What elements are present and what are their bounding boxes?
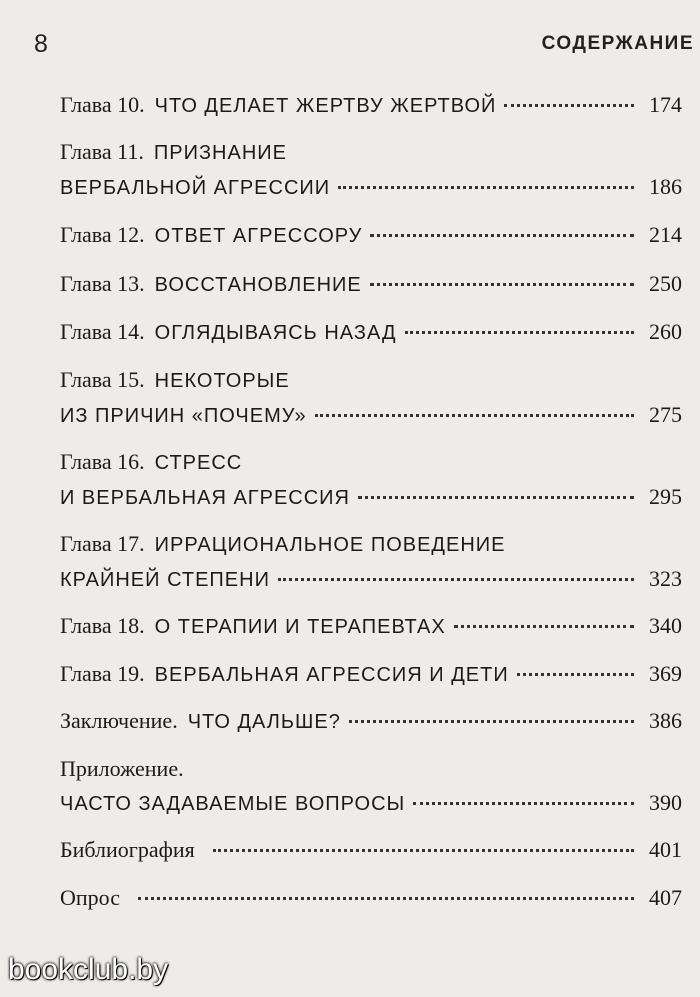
toc-title: ОГЛЯДЫВАЯСЬ НАЗАД bbox=[154, 322, 397, 344]
toc-title: ВЕРБАЛЬНАЯ АГРЕССИЯ И ДЕТИ bbox=[154, 664, 509, 686]
toc-title: ИЗ ПРИЧИН «ПОЧЕМУ» bbox=[60, 405, 307, 427]
toc-page-number: 250 bbox=[649, 271, 682, 296]
dot-leader bbox=[349, 720, 634, 723]
dot-leader bbox=[213, 849, 634, 852]
toc-entry bbox=[60, 135, 682, 205]
toc-page-number: 386 bbox=[649, 708, 682, 733]
toc-prefix: Глава 13. bbox=[60, 271, 145, 296]
dot-leader bbox=[278, 578, 634, 581]
toc-line bbox=[60, 657, 682, 692]
dot-leader bbox=[358, 496, 634, 499]
toc-title: ЧТО ДЕЛАЕТ ЖЕРТВУ ЖЕРТВОЙ bbox=[154, 95, 497, 117]
toc-line bbox=[60, 562, 682, 597]
dot-leader bbox=[370, 234, 634, 237]
toc-page-number: 407 bbox=[649, 885, 682, 910]
toc-entry bbox=[60, 88, 682, 123]
toc-title: НЕКОТОРЫЕ bbox=[154, 370, 290, 392]
toc-page-number: 275 bbox=[649, 402, 682, 427]
toc-line bbox=[60, 786, 682, 821]
toc-line bbox=[60, 752, 682, 786]
watermark: bookclub.by bbox=[8, 953, 169, 986]
toc-title: ЧТО ДАЛЬШЕ? bbox=[187, 711, 341, 733]
toc-line bbox=[60, 833, 682, 867]
toc-title: ОТВЕТ АГРЕССОРУ bbox=[154, 225, 363, 247]
toc-page-number: 323 bbox=[649, 566, 682, 591]
toc-entry bbox=[60, 881, 682, 915]
toc-title: ВОССТАНОВЛЕНИЕ bbox=[154, 274, 362, 296]
toc-prefix: Приложение. bbox=[60, 756, 184, 781]
dot-leader bbox=[405, 331, 634, 334]
toc-title: СТРЕСС bbox=[154, 452, 243, 474]
dot-leader bbox=[454, 625, 634, 628]
toc-page-number: 295 bbox=[649, 484, 682, 509]
toc-line bbox=[60, 135, 682, 170]
toc-line bbox=[60, 363, 682, 398]
dot-leader bbox=[315, 414, 634, 417]
page-number: 8 bbox=[34, 30, 48, 58]
toc-page-number: 186 bbox=[649, 174, 682, 199]
toc-line bbox=[60, 445, 682, 480]
toc-title: ЧАСТО ЗАДАВАЕМЫЕ ВОПРОСЫ bbox=[60, 793, 406, 815]
toc-line bbox=[60, 398, 682, 433]
toc-line bbox=[60, 527, 682, 562]
toc-page-number: 390 bbox=[649, 790, 682, 815]
dot-leader bbox=[138, 897, 634, 900]
toc-page-number: 260 bbox=[649, 319, 682, 344]
toc-prefix: Глава 18. bbox=[60, 613, 145, 638]
toc-title: О ТЕРАПИИ И ТЕРАПЕВТАХ bbox=[154, 616, 446, 638]
toc-line bbox=[60, 480, 682, 515]
toc-entry bbox=[60, 315, 682, 350]
toc-page-number: 340 bbox=[649, 613, 682, 638]
toc-prefix: Глава 19. bbox=[60, 661, 145, 686]
toc-page-number: 174 bbox=[649, 92, 682, 117]
toc-entry bbox=[60, 445, 682, 515]
dot-leader bbox=[338, 186, 634, 189]
toc-prefix: Глава 16. bbox=[60, 449, 145, 474]
toc-entry bbox=[60, 752, 682, 821]
toc-line bbox=[60, 88, 682, 123]
toc-prefix: Глава 17. bbox=[60, 531, 145, 556]
dot-leader bbox=[413, 802, 634, 805]
toc-entry bbox=[60, 218, 682, 253]
toc-entry bbox=[60, 833, 682, 867]
dot-leader bbox=[504, 104, 634, 107]
toc-entry bbox=[60, 527, 682, 597]
toc-page-number: 214 bbox=[649, 222, 682, 247]
toc-entry bbox=[60, 609, 682, 644]
toc-title: ИРРАЦИОНАЛЬНОЕ ПОВЕДЕНИЕ bbox=[154, 534, 506, 556]
toc-line bbox=[60, 609, 682, 644]
running-head: СОДЕРЖАНИЕ bbox=[541, 33, 694, 54]
toc-line bbox=[60, 170, 682, 205]
toc-prefix: Глава 10. bbox=[60, 92, 145, 117]
toc-entry bbox=[60, 363, 682, 433]
toc-prefix: Глава 11. bbox=[60, 139, 144, 164]
toc-title: КРАЙНЕЙ СТЕПЕНИ bbox=[60, 569, 270, 591]
toc-line bbox=[60, 315, 682, 350]
toc-line bbox=[60, 881, 682, 915]
toc-prefix: Заключение. bbox=[60, 708, 178, 733]
toc-line bbox=[60, 267, 682, 302]
toc-entry bbox=[60, 267, 682, 302]
toc-page-number: 369 bbox=[649, 661, 682, 686]
toc-entry bbox=[60, 704, 682, 739]
toc-prefix: Опрос bbox=[60, 885, 120, 910]
dot-leader bbox=[517, 673, 634, 676]
toc-prefix: Глава 15. bbox=[60, 367, 145, 392]
toc-entry bbox=[60, 657, 682, 692]
toc-line bbox=[60, 218, 682, 253]
toc-page-number: 401 bbox=[649, 837, 682, 862]
toc-prefix: Глава 12. bbox=[60, 222, 145, 247]
toc-title: ВЕРБАЛЬНОЙ АГРЕССИИ bbox=[60, 177, 331, 199]
toc-line bbox=[60, 704, 682, 739]
toc-title: ПРИЗНАНИЕ bbox=[153, 142, 287, 164]
toc-prefix: Библиография bbox=[60, 837, 195, 862]
table-of-contents bbox=[60, 88, 682, 915]
dot-leader bbox=[370, 283, 634, 286]
toc-prefix: Глава 14. bbox=[60, 319, 145, 344]
toc-title: И ВЕРБАЛЬНАЯ АГРЕССИЯ bbox=[60, 487, 351, 509]
